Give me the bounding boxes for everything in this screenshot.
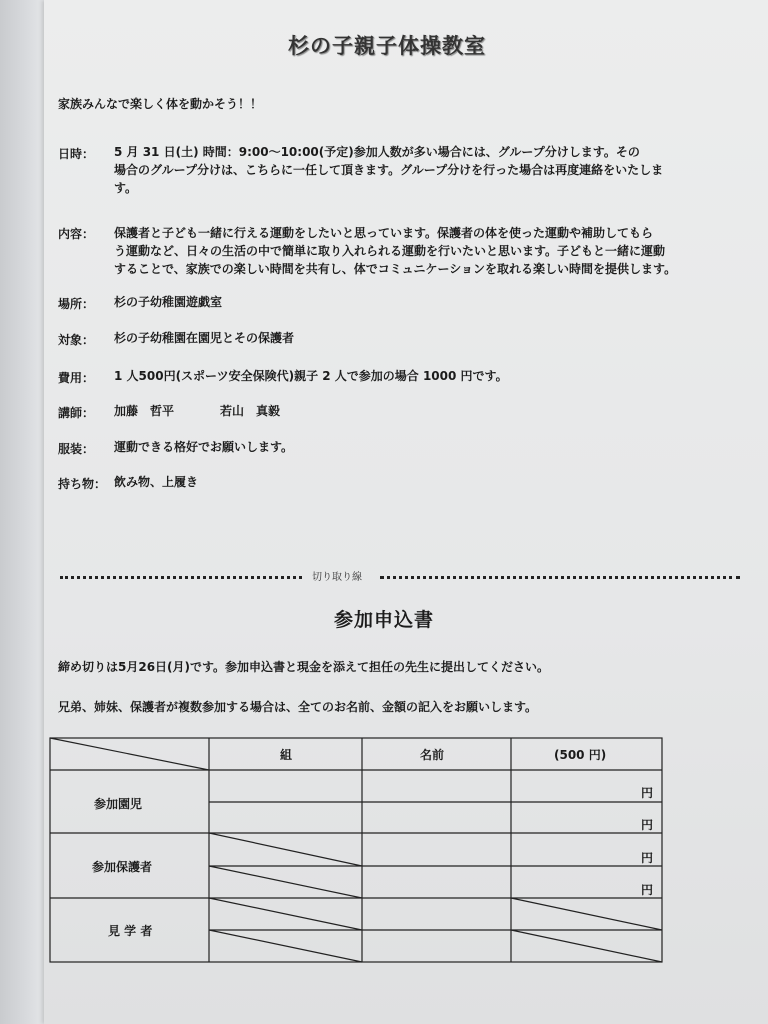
- instructor-name-1: 加藤 哲平: [114, 404, 175, 418]
- cut-line-label: 切り取り線: [312, 572, 362, 583]
- datetime-line-1: 5 月 31 日(土) 時間：9:00～10:00(予定)参加人数が多い場合には、グループ分けします。その: [114, 145, 640, 159]
- yen-child-2: 円: [641, 818, 654, 832]
- subtitle: 家族みんなで楽しく体を動かそう！！: [58, 97, 263, 111]
- datetime-line-3: す。: [114, 181, 138, 195]
- place-label: 場所：: [58, 297, 95, 311]
- header-name: 名前: [420, 748, 445, 762]
- header-diagonal: [50, 738, 209, 770]
- clothing-label: 服装：: [58, 442, 95, 456]
- content-line-2: う運動など、日々の生活の中で簡単に取り入れられる運動を行いたいと思います。子どもと一緒に運動: [114, 244, 666, 258]
- instructor-label: 講師：: [58, 406, 95, 420]
- datetime-line-2: 場合のグループ分けは、こちらに一任して頂きます。グループ分けを行った場合は再度連絡をいたしま: [114, 163, 664, 177]
- target-value: 杉の子幼稚園在園児とその保護者: [114, 331, 295, 345]
- content-line-3: することで、家族での楽しい時間を共有し、体でコミュニケーションを取れる楽しい時間を提供します。: [114, 262, 677, 276]
- row-label-child: 参加園児: [94, 797, 143, 811]
- yen-guardian-1: 円: [641, 851, 654, 865]
- cost-value: 1 人500円(スポーツ安全保険代)親子 2 人で参加の場合 1000 円です。: [114, 369, 508, 383]
- header-fee: (500 円): [554, 748, 607, 762]
- instructor-name-2: 若山 真毅: [220, 404, 281, 418]
- datetime-label: 日時：: [58, 147, 95, 161]
- form-title: 参加申込書: [334, 609, 435, 631]
- page-title: 杉の子親子体操教室: [288, 34, 486, 58]
- yen-child-1: 円: [641, 786, 654, 800]
- form-note-deadline: 締め切りは5月26日(月)です。参加申込書と現金を添えて担任の先生に提出してください。: [58, 660, 550, 674]
- row-label-observer: 見 学 者: [108, 924, 153, 938]
- content-line-1: 保護者と子ども一緒に行える運動をしたいと思っています。保護者の体を使った運動や補助してもら: [114, 226, 654, 240]
- target-label: 対象：: [58, 333, 95, 347]
- form-note-multiple: 兄弟、姉妹、保護者が複数参加する場合は、全てのお名前、金額の記入をお願いします。: [58, 700, 538, 714]
- row-label-guardian: 参加保護者: [92, 860, 153, 874]
- items-label: 持ち物：: [58, 477, 107, 491]
- header-group: 組: [280, 748, 293, 762]
- yen-guardian-2: 円: [641, 883, 654, 897]
- cost-label: 費用：: [58, 371, 95, 385]
- items-value: 飲み物、上履き: [114, 475, 199, 489]
- place-value: 杉の子幼稚園遊戯室: [114, 295, 223, 309]
- content-label: 内容：: [58, 227, 95, 241]
- clothing-value: 運動できる格好でお願いします。: [114, 440, 294, 454]
